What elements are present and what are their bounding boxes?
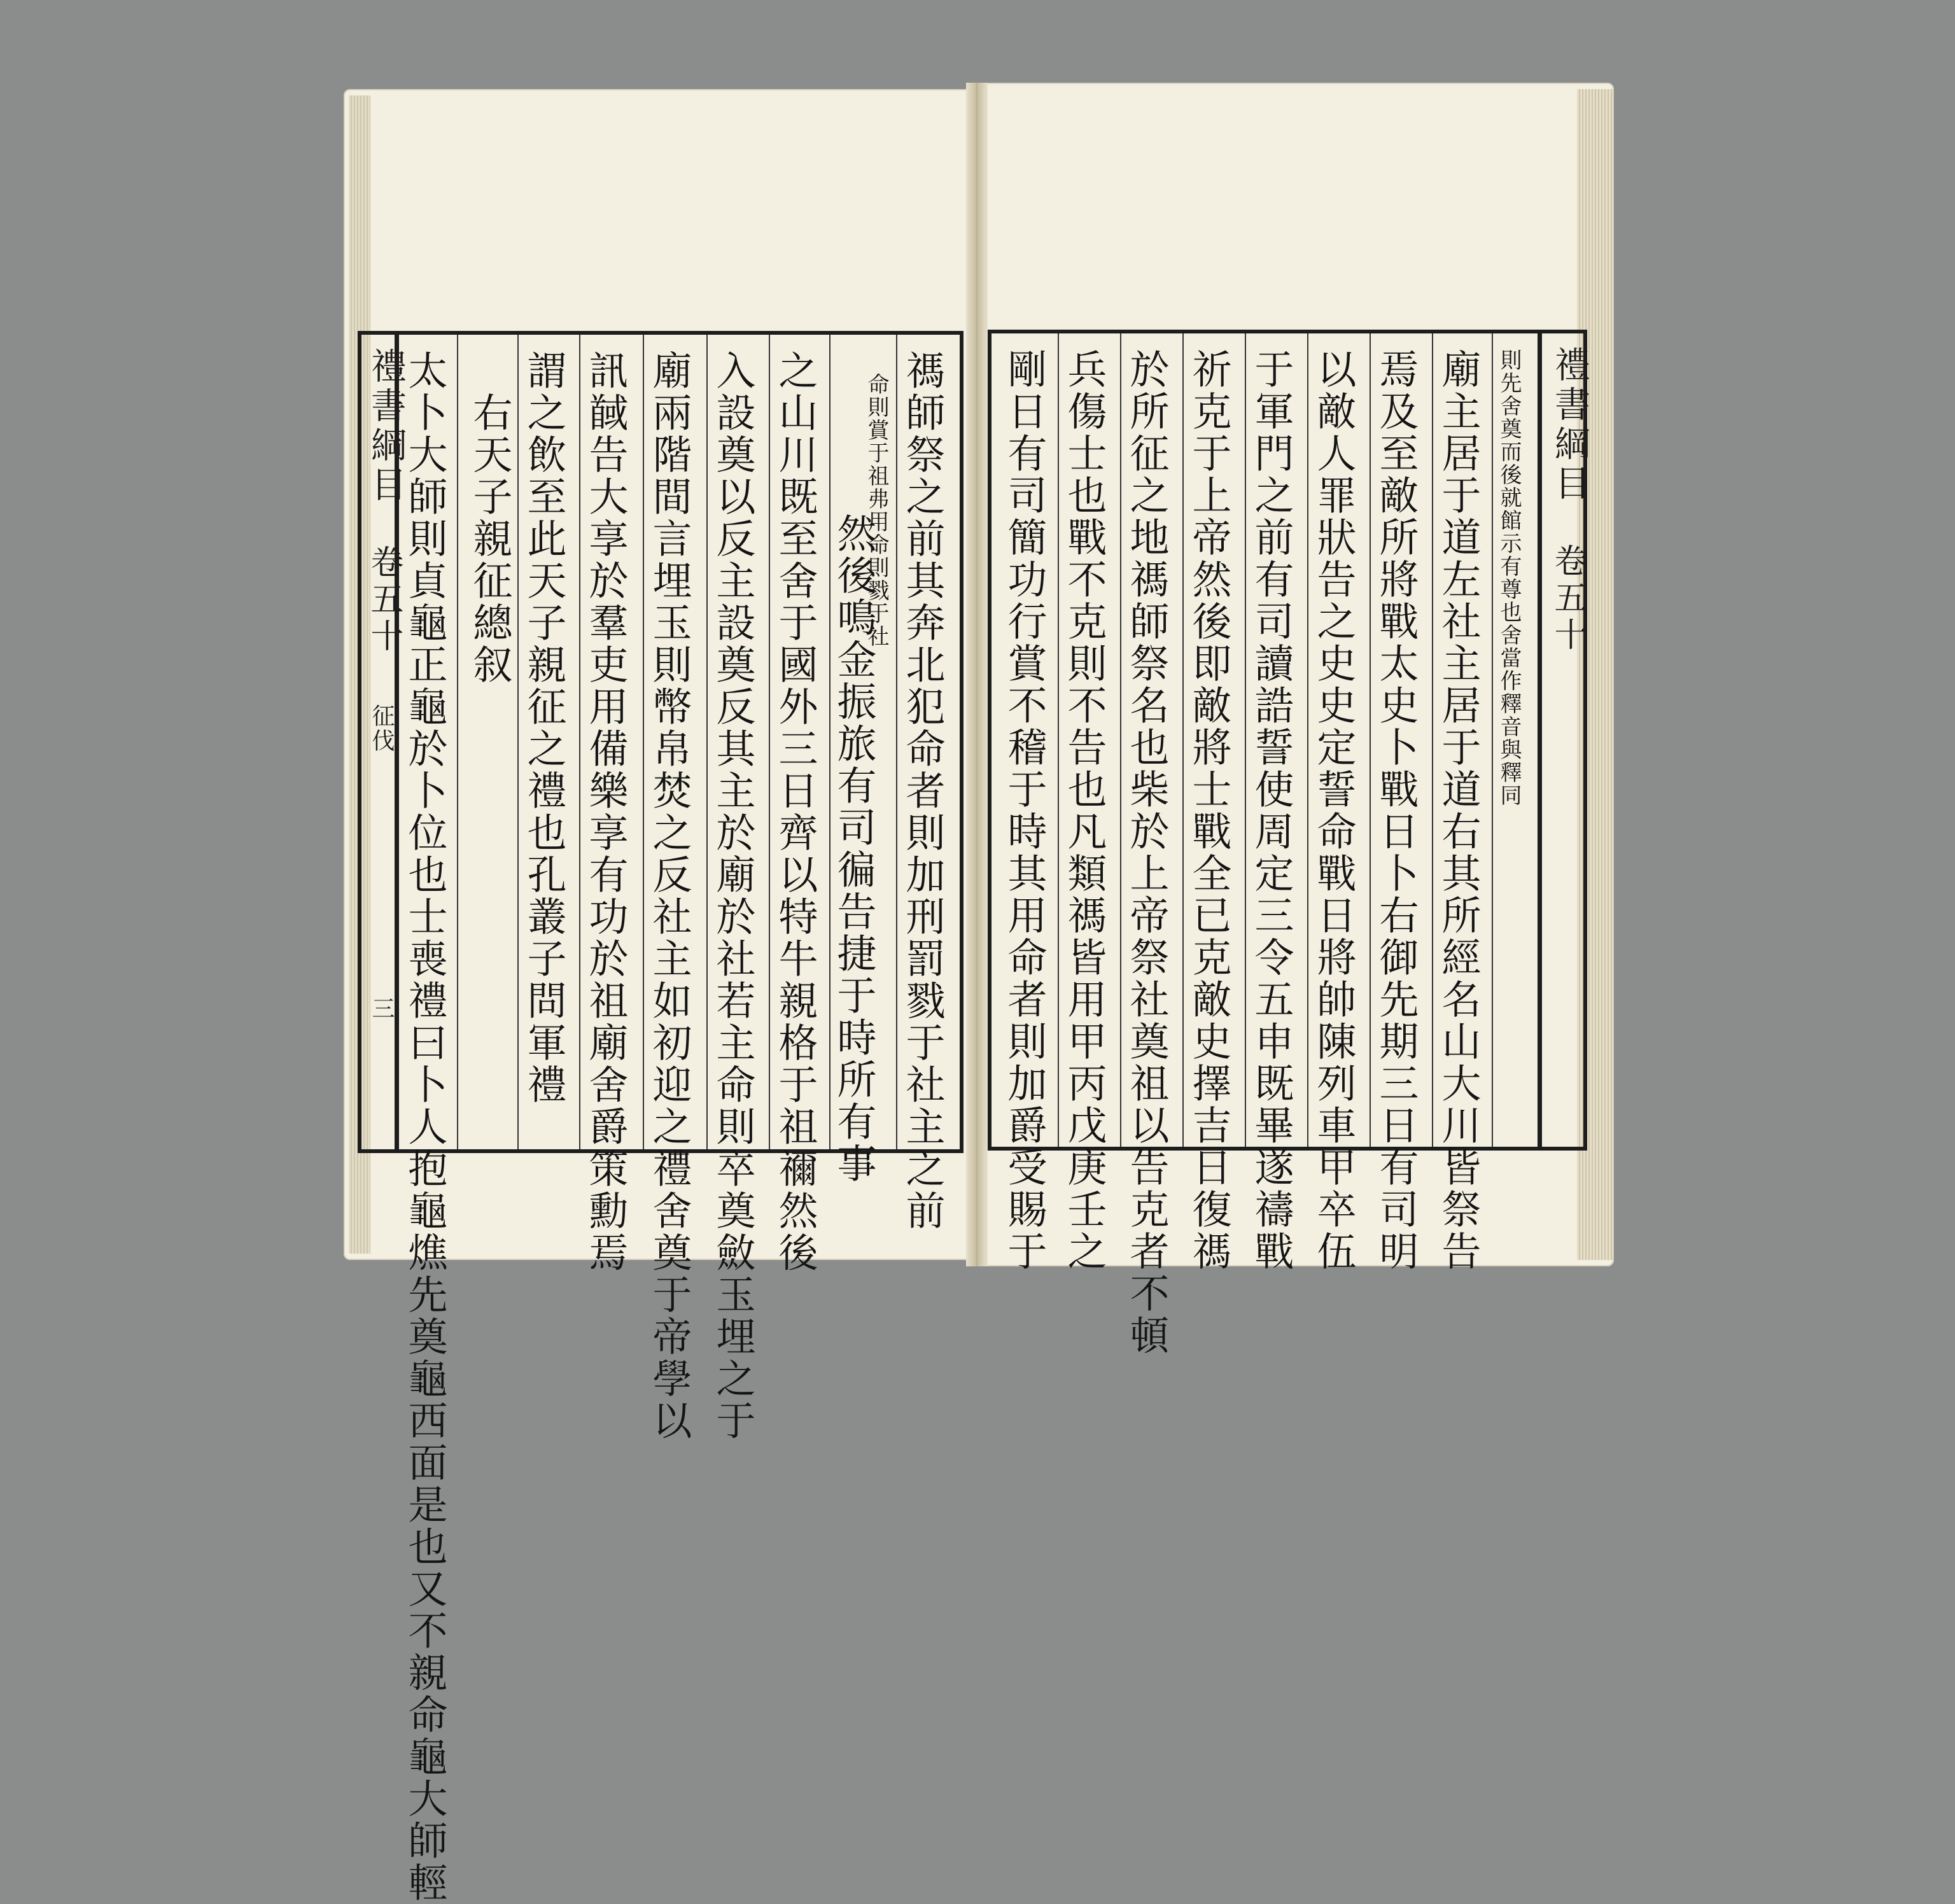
right-column-7: 於所征之地禡師祭名也柴於上帝祭社奠祖以告克者不頓 (1123, 349, 1170, 1357)
column-rule (1182, 333, 1184, 1147)
column-rule (1120, 333, 1121, 1147)
left-margin-section: 征伐 (368, 704, 395, 753)
right-column-5: 于軍門之前有司讀誥誓使周定三令五申既畢遂禱戰 (1248, 349, 1294, 1273)
left-column-4: 入設奠以反主設奠反其主於廟於社若主命則卒奠斂玉埋之于 (710, 350, 756, 1442)
column-rule (896, 335, 897, 1149)
left-column-1: 禡師祭之前其奔北犯命者則加刑罰戮于社主之前 (899, 350, 946, 1232)
column-rule (1307, 333, 1308, 1147)
right-column-1-annotation: 則先舍奠而後就館示有尊也舍當作釋音與釋同 (1496, 349, 1522, 807)
left-column-7: 謂之飲至此天子親征之禮也孔叢子問軍禮 (521, 350, 567, 1106)
column-rule (706, 335, 708, 1149)
column-rule (1432, 333, 1433, 1147)
column-rule (1058, 333, 1059, 1147)
column-rule (517, 335, 519, 1149)
left-column-9: 太卜大師則貞龜正龜於卜位也士喪禮曰卜人抱龜燋先奠龜西面是也又不親命龜大師輕 (402, 350, 448, 1904)
right-column-3: 焉及至敵所將戰太史卜戰日卜右御先期三日有司明 (1373, 349, 1419, 1273)
right-column-8: 兵傷士也戰不克則不告也凡類禡皆用甲丙戊庚壬之 (1061, 349, 1107, 1273)
right-text-block (988, 330, 1590, 1357)
margin-rule (1538, 333, 1542, 1147)
left-margin-title: 禮書綱目 (365, 347, 407, 505)
right-margin-volume: 卷五十 (1548, 543, 1587, 654)
column-rule (1492, 333, 1493, 1147)
column-rule (457, 335, 458, 1149)
column-rule (769, 335, 770, 1149)
left-margin-volume: 卷五十 (365, 545, 403, 655)
right-column-9: 剛日有司簡功行賞不稽于時其用命者則加爵受賜于 (1001, 349, 1048, 1273)
left-column-3: 之山川既至舍于國外三日齊以特牛親格于祖禰然後 (772, 350, 818, 1274)
column-rule (579, 335, 580, 1149)
left-column-5: 廟兩階間言埋玉則幣帛焚之反社主如初迎之禮舍奠于帝學以 (646, 350, 692, 1442)
book-gutter (966, 83, 988, 1266)
left-page-number: 三 (368, 997, 395, 1021)
left-column-2: 然後鳴金振旅有司徧告捷于時所有事 (830, 513, 877, 1185)
right-column-2: 廟主居于道左社主居于道右其所經名山大川皆祭告 (1435, 349, 1482, 1273)
left-text-block (358, 331, 963, 1904)
right-column-6: 祈克于上帝然後即敵將士戰全已克敵史擇吉日復禡 (1186, 349, 1232, 1273)
column-rule (1245, 333, 1246, 1147)
column-rule (1370, 333, 1371, 1147)
left-column-6: 訊馘告大享於羣吏用備樂享有功於祖廟舍爵策勳焉 (582, 350, 629, 1274)
right-column-4: 以敵人罪狀告之史史定誓命戰日將帥陳列車甲卒伍 (1310, 349, 1357, 1273)
column-rule (829, 335, 830, 1149)
right-margin-title: 禮書綱目 (1549, 346, 1590, 504)
left-column-8-heading: 右天子親征總叙 (466, 392, 513, 686)
column-rule (643, 335, 644, 1149)
left-column-2-annotation: 命則賞于祖弗用命則戮于社 (864, 373, 889, 648)
